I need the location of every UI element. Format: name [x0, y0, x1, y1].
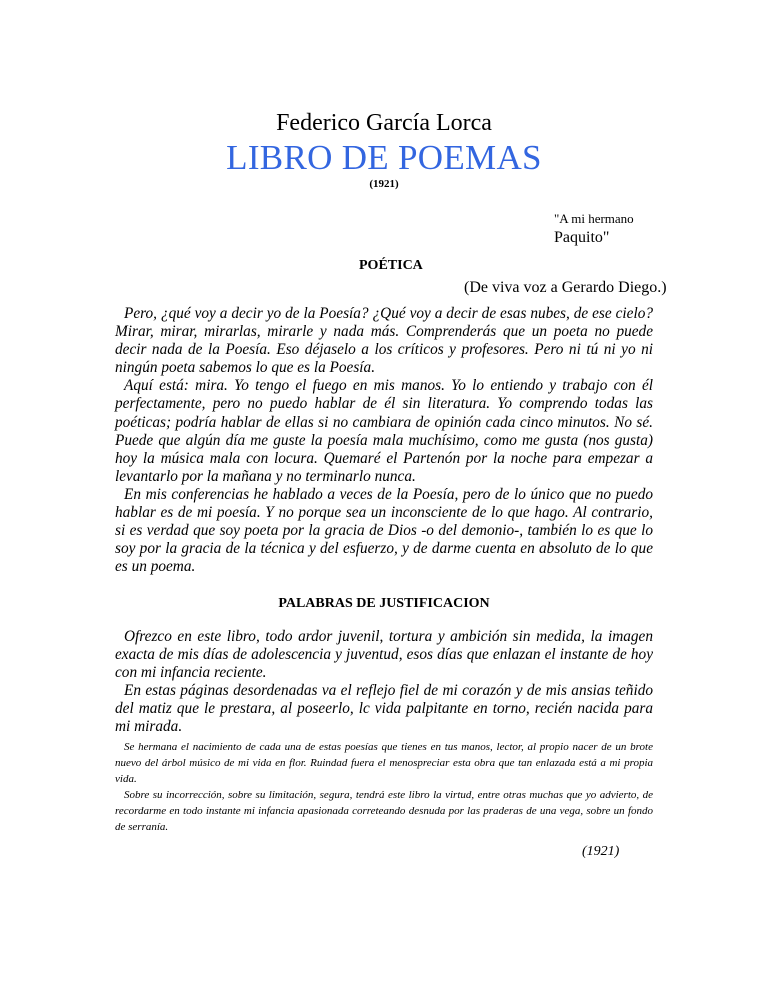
justificacion-heading: PALABRAS DE JUSTIFICACION [278, 596, 490, 611]
closing-year: (1921) [582, 844, 620, 859]
dedication-line-2: Paquito" [554, 229, 610, 246]
justificacion-small-paragraph: Sobre su incorrección, sobre su limitación, segura, tendrá este libro la virtud, entre otras muchas que yo advierto, de recordarme en todo instante mi infancia apasionada correteando desnuda por las praderas de una vega, sobre un fondo de serranía. [115, 788, 653, 833]
justificacion-body [115, 628, 653, 737]
justificacion-small-paragraph: Se hermana el nacimiento de cada una de estas poesías que tienes en tus manos, lector, al propio nacer de un brote nuevo del árbol músico de mi vida en flor. Ruindad fuera el menospreciar esta obra que tan enlazada está a mi propia vida. [115, 741, 653, 785]
poetica-subtitle: (De viva voz a Gerardo Diego.) [464, 279, 667, 296]
poetica-paragraph: Pero, ¿qué voy a decir yo de la Poesía? ¿Qué voy a decir de esas nubes, de ese cielo? Mirar, mirar, mirarlas, mirarle y nada más. Comprenderás que un poeta no puede decir nada de la Poesía. Eso déjaselo a los críticos y profesores. Pero ni tú ni yo ni ningún poeta sabemos lo que es la Poesía. [115, 305, 653, 377]
justificacion-paragraph: En estas páginas desordenadas va el reflejo fiel de mi corazón y de mis ansias teñido del matiz que le prestara, al poseerlo, lc vida palpitante en torno, recién nacida para mi mirada. [115, 682, 653, 736]
poetica-paragraph: En mis conferencias he hablado a veces de la Poesía, pero de lo único que no puedo hablar es de mi poesía. Y no porque sea un inconsciente de lo que hago. Al contrario, si es verdad que soy poeta por la gracia de Dios -o del demonio-, también lo es que lo soy por la gracia de la técnica y del esfuerzo, y de darme cuenta en absoluto de lo que es un poema. [115, 485, 653, 576]
poetica-heading: POÉTICA [359, 258, 423, 273]
book-year: (1921) [369, 178, 399, 190]
poetica-body [115, 305, 653, 576]
poetica-paragraph: Aquí está: mira. Yo tengo el fuego en mis manos. Yo lo entiendo y trabajo con él perfectamente, pero no puedo hablar de él sin literatura. Yo comprendo todas las poéticas; podría hablar de ellas si no cambiara de opinión cada cinco minutos. No sé. Puede que algún día me guste la poesía mala muchísimo, como me gusta (nos gusta) hoy la música mala con locura. Quemaré el Partenón por la noche para empezar a levantarlo por la mañana y no terminarlo nunca. [115, 377, 653, 485]
dedication-line-1: "A mi hermano [554, 211, 634, 226]
justificacion-paragraph: Ofrezco en este libro, todo ardor juvenil, tortura y ambición sin medida, la imagen exacta de mis días de adolescencia y juventud, esos días que enlazan el instante de hoy con mi infancia reciente. [115, 628, 653, 682]
author-name: Federico García Lorca [276, 110, 492, 136]
book-title: LIBRO DE POEMAS [226, 138, 542, 177]
justificacion-small-text [115, 740, 653, 835]
